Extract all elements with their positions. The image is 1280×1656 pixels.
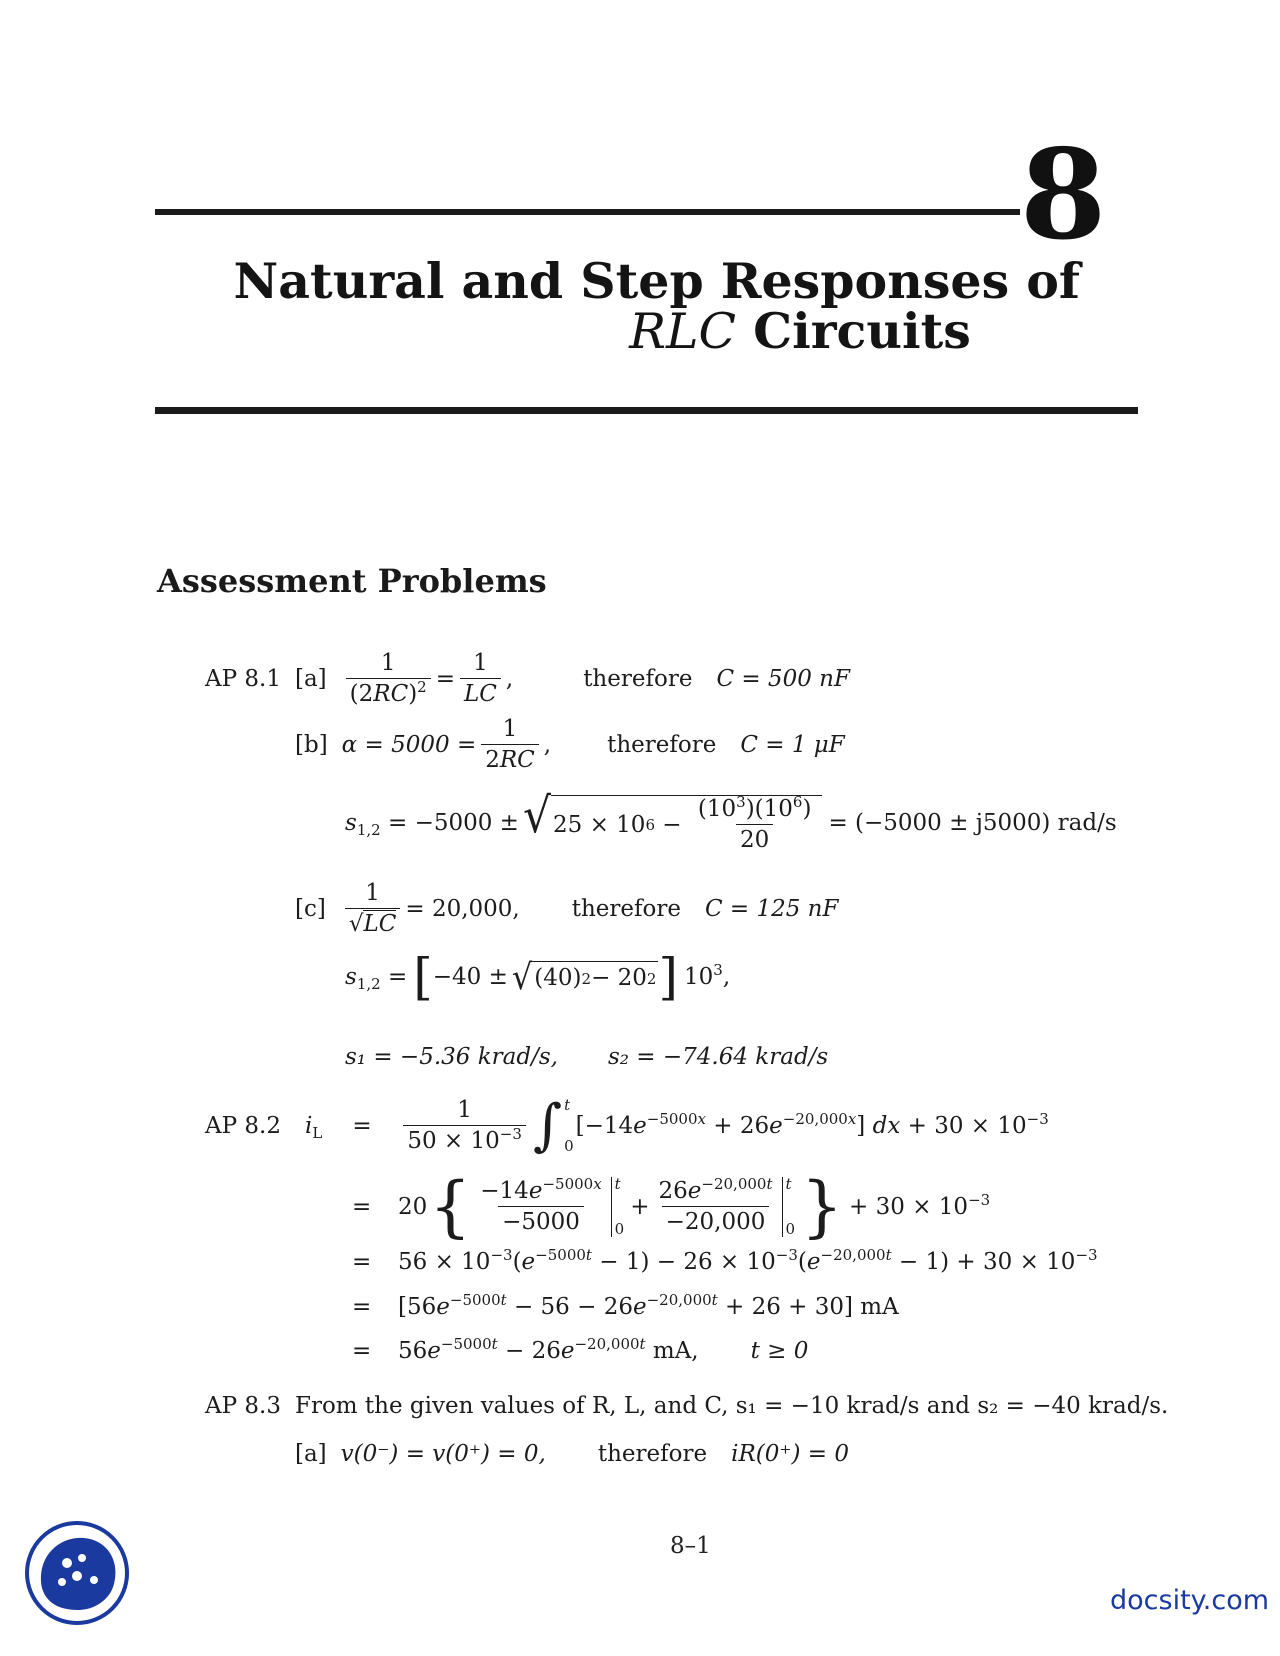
ap81-c-s12: $s_{1,2}$ = [ −40 ± √ (40) 2 − 20 2 ] $10^3$, — [345, 948, 731, 1006]
ap81-b-tag: [b] — [295, 731, 328, 758]
docsity-logo-icon[interactable] — [22, 1518, 132, 1628]
ap81-c-result: C = 125 nF — [704, 895, 839, 922]
ap83-a-equation: [a] v(0⁻) = v(0⁺) = 0, therefore iR(0⁺) = 0 — [295, 1441, 850, 1467]
chapter-title — [200, 252, 1080, 360]
chapter-title-line1: Natural and Step Responses of — [233, 252, 1080, 310]
ap82-equation-line5: = $56e^{-5000t} - 26e^{-20,000t}$ mA, t ≥ 0 — [352, 1335, 809, 1364]
ap81-a-equation: AP 8.1 [a] $\frac{1}{(2RC)^2}$ = $\frac{1}{LC}$ , therefore C = 500 nF — [205, 650, 850, 707]
ap83-label: AP 8.3 — [205, 1393, 281, 1419]
chapter-number: 8 — [1020, 123, 1107, 268]
docsity-brand-link[interactable]: docsity.com — [1110, 1585, 1270, 1616]
ap82-equation-line4: = $[56e^{-5000t} - 56 - 26e^{-20,000t} + 26 + 30]$ mA — [352, 1291, 899, 1320]
page-number: 8–1 — [670, 1533, 711, 1559]
section-title: Assessment Problems — [157, 562, 547, 600]
ap82-equation-line3: = $56 \times 10^{-3}(e^{-5000t} - 1) - 26 \times 10^{-3}(e^{-20,000t} - 1) + 30 \times 10^{-3}$ — [352, 1246, 1098, 1275]
ap82-equation-line1: AP 8.2 $i_L$ = $\frac{1}{50 \times 10^{-3}}$ ∫ t 0 $[-14e^{-5000x} + 26e^{-20,000x}]$ dx + $30 \times 10^{-3}$ — [205, 1093, 1049, 1158]
header-rule-bottom — [155, 407, 1138, 414]
ap83-a-result: iR(0⁺) = 0 — [731, 1441, 850, 1467]
ap81-b-result: C = 1 μF — [740, 731, 845, 758]
header-rule-top — [155, 209, 1020, 215]
ap81-c-roots: s₁ = −5.36 krad/s, s₂ = −74.64 krad/s — [345, 1044, 829, 1070]
chapter-title-line2: RLC Circuits — [629, 302, 971, 360]
ap81-b-equation: [b] α = 5000 = $\frac{1}{2RC}$ , therefore C = 1 μF — [295, 716, 845, 773]
ap81-c-equation: [c] $\frac{1}{√LC}$ = 20,000, therefore C = 125 nF — [295, 880, 839, 937]
ap82-label: AP 8.2 — [205, 1112, 281, 1139]
ap81-c-tag: [c] — [295, 895, 326, 922]
ap83-a-tag: [a] — [295, 1441, 327, 1467]
ap81-a-tag: [a] — [294, 665, 327, 692]
ap83-text: From the given values of R, L, and C, s₁ = −10 krad/s and s₂ = −40 krad/s. — [294, 1393, 1169, 1419]
ap81-a-result: C = 500 nF — [716, 665, 850, 692]
ap81-b-s12: $s_{1,2} = -5000$ ± √ 25 × 10 6 − $\frac{(10^3)(10^6)}{20}$ = (−5000 ± j5000) rad/s — [345, 787, 1117, 853]
ap82-equation-line2: = 20 { $\frac{-14e^{-5000x}}{-5000}$ t 0 + $\frac{26e^{-20,000t}}{-20,000}$ t 0 } + $30 \times 10^{-3}$ — [352, 1168, 991, 1245]
ap81-label: AP 8.1 — [205, 665, 281, 692]
ap83-statement — [205, 1395, 1168, 1418]
